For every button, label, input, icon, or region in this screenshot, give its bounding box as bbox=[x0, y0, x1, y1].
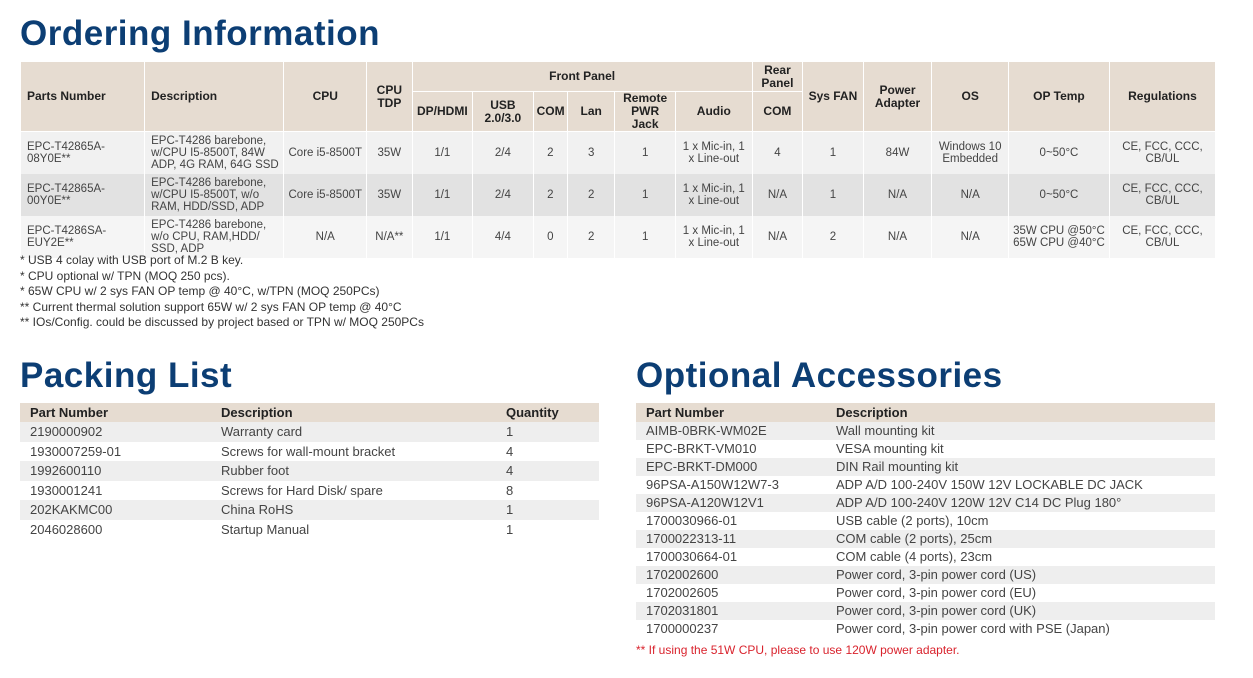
cell-rear-com: N/A bbox=[752, 216, 802, 258]
cell-description: ADP A/D 100-240V 120W 12V C14 DC Plug 180° bbox=[826, 494, 1215, 512]
header-parts-number: Parts Number bbox=[21, 62, 145, 132]
cell-part: 1700000237 bbox=[636, 620, 826, 638]
adapter-footnote: ** If using the 51W CPU, please to use 120W power adapter. bbox=[636, 643, 960, 657]
cell-tdp: 35W bbox=[367, 174, 412, 216]
cell-part: 1700030664-01 bbox=[636, 548, 826, 566]
cell-os: N/A bbox=[932, 174, 1009, 216]
table-row bbox=[636, 512, 1215, 530]
cell-sys-fan: 1 bbox=[803, 174, 864, 216]
cell-part: 1700030966-01 bbox=[636, 512, 826, 530]
header-part-number: Part Number bbox=[20, 403, 211, 422]
header-part-number: Part Number bbox=[636, 403, 826, 422]
note: * USB 4 colay with USB port of M.2 B key. bbox=[20, 253, 244, 267]
header-quantity: Quantity bbox=[496, 403, 599, 422]
cell-op-temp: 0~50°C bbox=[1009, 174, 1110, 216]
cell-description: Screws for Hard Disk/ spare bbox=[211, 481, 496, 501]
cell-description: VESA mounting kit bbox=[826, 440, 1215, 458]
table-row bbox=[21, 174, 1216, 216]
cell-adapter: N/A bbox=[863, 216, 932, 258]
header-usb: USB 2.0/3.0 bbox=[473, 92, 534, 132]
cell-part: 96PSA-A120W12V1 bbox=[636, 494, 826, 512]
cell-remote: 1 bbox=[615, 132, 676, 175]
table-row bbox=[636, 620, 1215, 638]
header-power-adapter: Power Adapter bbox=[863, 62, 932, 132]
table-row bbox=[636, 602, 1215, 620]
cell-description: COM cable (4 ports), 23cm bbox=[826, 548, 1215, 566]
cell-audio: 1 x Mic-in, 1 x Line-out bbox=[675, 132, 752, 175]
cell-cpu: Core i5-8500T bbox=[284, 132, 367, 175]
cell-quantity: 4 bbox=[496, 461, 599, 481]
table-row bbox=[20, 481, 599, 501]
note: * 65W CPU w/ 2 sys FAN OP temp @ 40°C, w/TPN (MOQ 250PCs) bbox=[20, 284, 380, 298]
cell-part: EPC-BRKT-DM000 bbox=[636, 458, 826, 476]
cell-op-temp: 35W CPU @50°C 65W CPU @40°C bbox=[1009, 216, 1110, 258]
cell-description: Screws for wall-mount bracket bbox=[211, 442, 496, 462]
cell-remote: 1 bbox=[615, 174, 676, 216]
cell-part: EPC-BRKT-VM010 bbox=[636, 440, 826, 458]
header-sys-fan: Sys FAN bbox=[803, 62, 864, 132]
header-cpu-tdp: CPU TDP bbox=[367, 62, 412, 132]
cell-quantity: 8 bbox=[496, 481, 599, 501]
header-description: Description bbox=[145, 62, 284, 132]
cell-usb: 2/4 bbox=[473, 132, 534, 175]
cell-description: ADP A/D 100-240V 150W 12V LOCKABLE DC JACK bbox=[826, 476, 1215, 494]
cell-description: Wall mounting kit bbox=[826, 422, 1215, 440]
table-row bbox=[636, 422, 1215, 440]
cell-usb: 2/4 bbox=[473, 174, 534, 216]
header-rear-panel: Rear Panel bbox=[752, 62, 802, 92]
cell-os: N/A bbox=[932, 216, 1009, 258]
cell-dp-hdmi: 1/1 bbox=[412, 216, 473, 258]
cell-com: 2 bbox=[533, 132, 567, 175]
cell-tdp: 35W bbox=[367, 132, 412, 175]
cell-usb: 4/4 bbox=[473, 216, 534, 258]
cell-description: China RoHS bbox=[211, 500, 496, 520]
cell-audio: 1 x Mic-in, 1 x Line-out bbox=[675, 216, 752, 258]
table-row bbox=[20, 500, 599, 520]
cell-op-temp: 0~50°C bbox=[1009, 132, 1110, 175]
cell-com: 0 bbox=[533, 216, 567, 258]
cell-part: EPC-T42865A-08Y0E** bbox=[21, 132, 145, 175]
table-row bbox=[636, 548, 1215, 566]
header-os: OS bbox=[932, 62, 1009, 132]
table-row bbox=[21, 216, 1216, 258]
ordering-information-title: Ordering Information bbox=[20, 14, 380, 53]
cell-description: Power cord, 3-pin power cord (UK) bbox=[826, 602, 1215, 620]
table-row bbox=[636, 584, 1215, 602]
cell-lan: 2 bbox=[567, 174, 614, 216]
cell-description: EPC-T4286 barebone, w/CPU I5-8500T, w/o RAM, HDD/SSD, ADP bbox=[145, 174, 284, 216]
header-description: Description bbox=[826, 403, 1215, 422]
cell-regulations: CE, FCC, CCC, CB/UL bbox=[1109, 174, 1215, 216]
cell-tdp: N/A** bbox=[367, 216, 412, 258]
table-row bbox=[636, 458, 1215, 476]
cell-cpu: N/A bbox=[284, 216, 367, 258]
header-description: Description bbox=[211, 403, 496, 422]
cell-rear-com: 4 bbox=[752, 132, 802, 175]
cell-rear-com: N/A bbox=[752, 174, 802, 216]
header-com: COM bbox=[533, 92, 567, 132]
header-op-temp: OP Temp bbox=[1009, 62, 1110, 132]
cell-os: Windows 10 Embedded bbox=[932, 132, 1009, 175]
cell-part: 1700022313-11 bbox=[636, 530, 826, 548]
cell-description: Startup Manual bbox=[211, 520, 496, 540]
cell-quantity: 4 bbox=[496, 442, 599, 462]
cell-part: EPC-T4286SA-EUY2E** bbox=[21, 216, 145, 258]
cell-com: 2 bbox=[533, 174, 567, 216]
cell-part: 2046028600 bbox=[20, 520, 211, 540]
cell-quantity: 1 bbox=[496, 520, 599, 540]
cell-description: Power cord, 3-pin power cord (US) bbox=[826, 566, 1215, 584]
cell-description: Power cord, 3-pin power cord (EU) bbox=[826, 584, 1215, 602]
header-regulations: Regulations bbox=[1109, 62, 1215, 132]
cell-dp-hdmi: 1/1 bbox=[412, 132, 473, 175]
cell-quantity: 1 bbox=[496, 500, 599, 520]
optional-accessories-table bbox=[636, 403, 1215, 638]
cell-description: DIN Rail mounting kit bbox=[826, 458, 1215, 476]
table-row bbox=[636, 440, 1215, 458]
ordering-notes bbox=[20, 253, 424, 331]
cell-cpu: Core i5-8500T bbox=[284, 174, 367, 216]
cell-description: COM cable (2 ports), 25cm bbox=[826, 530, 1215, 548]
cell-part: 96PSA-A150W12W7-3 bbox=[636, 476, 826, 494]
cell-remote: 1 bbox=[615, 216, 676, 258]
cell-part: 1930001241 bbox=[20, 481, 211, 501]
cell-description: Warranty card bbox=[211, 422, 496, 442]
header-dp-hdmi: DP/HDMI bbox=[412, 92, 473, 132]
header-front-panel: Front Panel bbox=[412, 62, 752, 92]
cell-adapter: N/A bbox=[863, 174, 932, 216]
cell-lan: 2 bbox=[567, 216, 614, 258]
cell-part: AIMB-0BRK-WM02E bbox=[636, 422, 826, 440]
cell-audio: 1 x Mic-in, 1 x Line-out bbox=[675, 174, 752, 216]
cell-sys-fan: 2 bbox=[803, 216, 864, 258]
cell-part: 1702031801 bbox=[636, 602, 826, 620]
cell-description: EPC-T4286 barebone, w/o CPU, RAM,HDD/ SSD, ADP bbox=[145, 216, 284, 258]
header-rear-com: COM bbox=[752, 92, 802, 132]
cell-part: 1930007259-01 bbox=[20, 442, 211, 462]
cell-regulations: CE, FCC, CCC, CB/UL bbox=[1109, 216, 1215, 258]
table-row bbox=[636, 494, 1215, 512]
cell-quantity: 1 bbox=[496, 422, 599, 442]
cell-part: 1702002600 bbox=[636, 566, 826, 584]
table-row bbox=[636, 530, 1215, 548]
note: ** IOs/Config. could be discussed by project based or TPN w/ MOQ 250PCs bbox=[20, 315, 424, 329]
header-cpu: CPU bbox=[284, 62, 367, 132]
cell-description: Power cord, 3-pin power cord with PSE (Japan) bbox=[826, 620, 1215, 638]
cell-part: EPC-T42865A-00Y0E** bbox=[21, 174, 145, 216]
header-audio: Audio bbox=[675, 92, 752, 132]
cell-description: Rubber foot bbox=[211, 461, 496, 481]
cell-part: 1702002605 bbox=[636, 584, 826, 602]
cell-lan: 3 bbox=[567, 132, 614, 175]
header-remote-pwr-jack: Remote PWR Jack bbox=[615, 92, 676, 132]
cell-sys-fan: 1 bbox=[803, 132, 864, 175]
cell-regulations: CE, FCC, CCC, CB/UL bbox=[1109, 132, 1215, 175]
packing-list-title: Packing List bbox=[20, 356, 233, 395]
packing-list-table bbox=[20, 403, 599, 539]
table-row bbox=[21, 132, 1216, 175]
table-row bbox=[20, 520, 599, 540]
table-row bbox=[636, 566, 1215, 584]
cell-part: 2190000902 bbox=[20, 422, 211, 442]
cell-description: EPC-T4286 barebone, w/CPU I5-8500T, 84W ADP, 4G RAM, 64G SSD bbox=[145, 132, 284, 175]
table-row bbox=[20, 461, 599, 481]
ordering-table bbox=[20, 61, 1216, 258]
table-row bbox=[636, 476, 1215, 494]
note: * CPU optional w/ TPN (MOQ 250 pcs). bbox=[20, 268, 230, 283]
header-lan: Lan bbox=[567, 92, 614, 132]
optional-accessories-title: Optional Accessories bbox=[636, 356, 1003, 395]
table-row bbox=[20, 442, 599, 462]
cell-part: 202KAKMC00 bbox=[20, 500, 211, 520]
cell-adapter: 84W bbox=[863, 132, 932, 175]
table-row bbox=[20, 422, 599, 442]
note: ** Current thermal solution support 65W w/ 2 sys FAN OP temp @ 40°C bbox=[20, 299, 402, 314]
cell-dp-hdmi: 1/1 bbox=[412, 174, 473, 216]
cell-description: USB cable (2 ports), 10cm bbox=[826, 512, 1215, 530]
cell-part: 1992600110 bbox=[20, 461, 211, 481]
